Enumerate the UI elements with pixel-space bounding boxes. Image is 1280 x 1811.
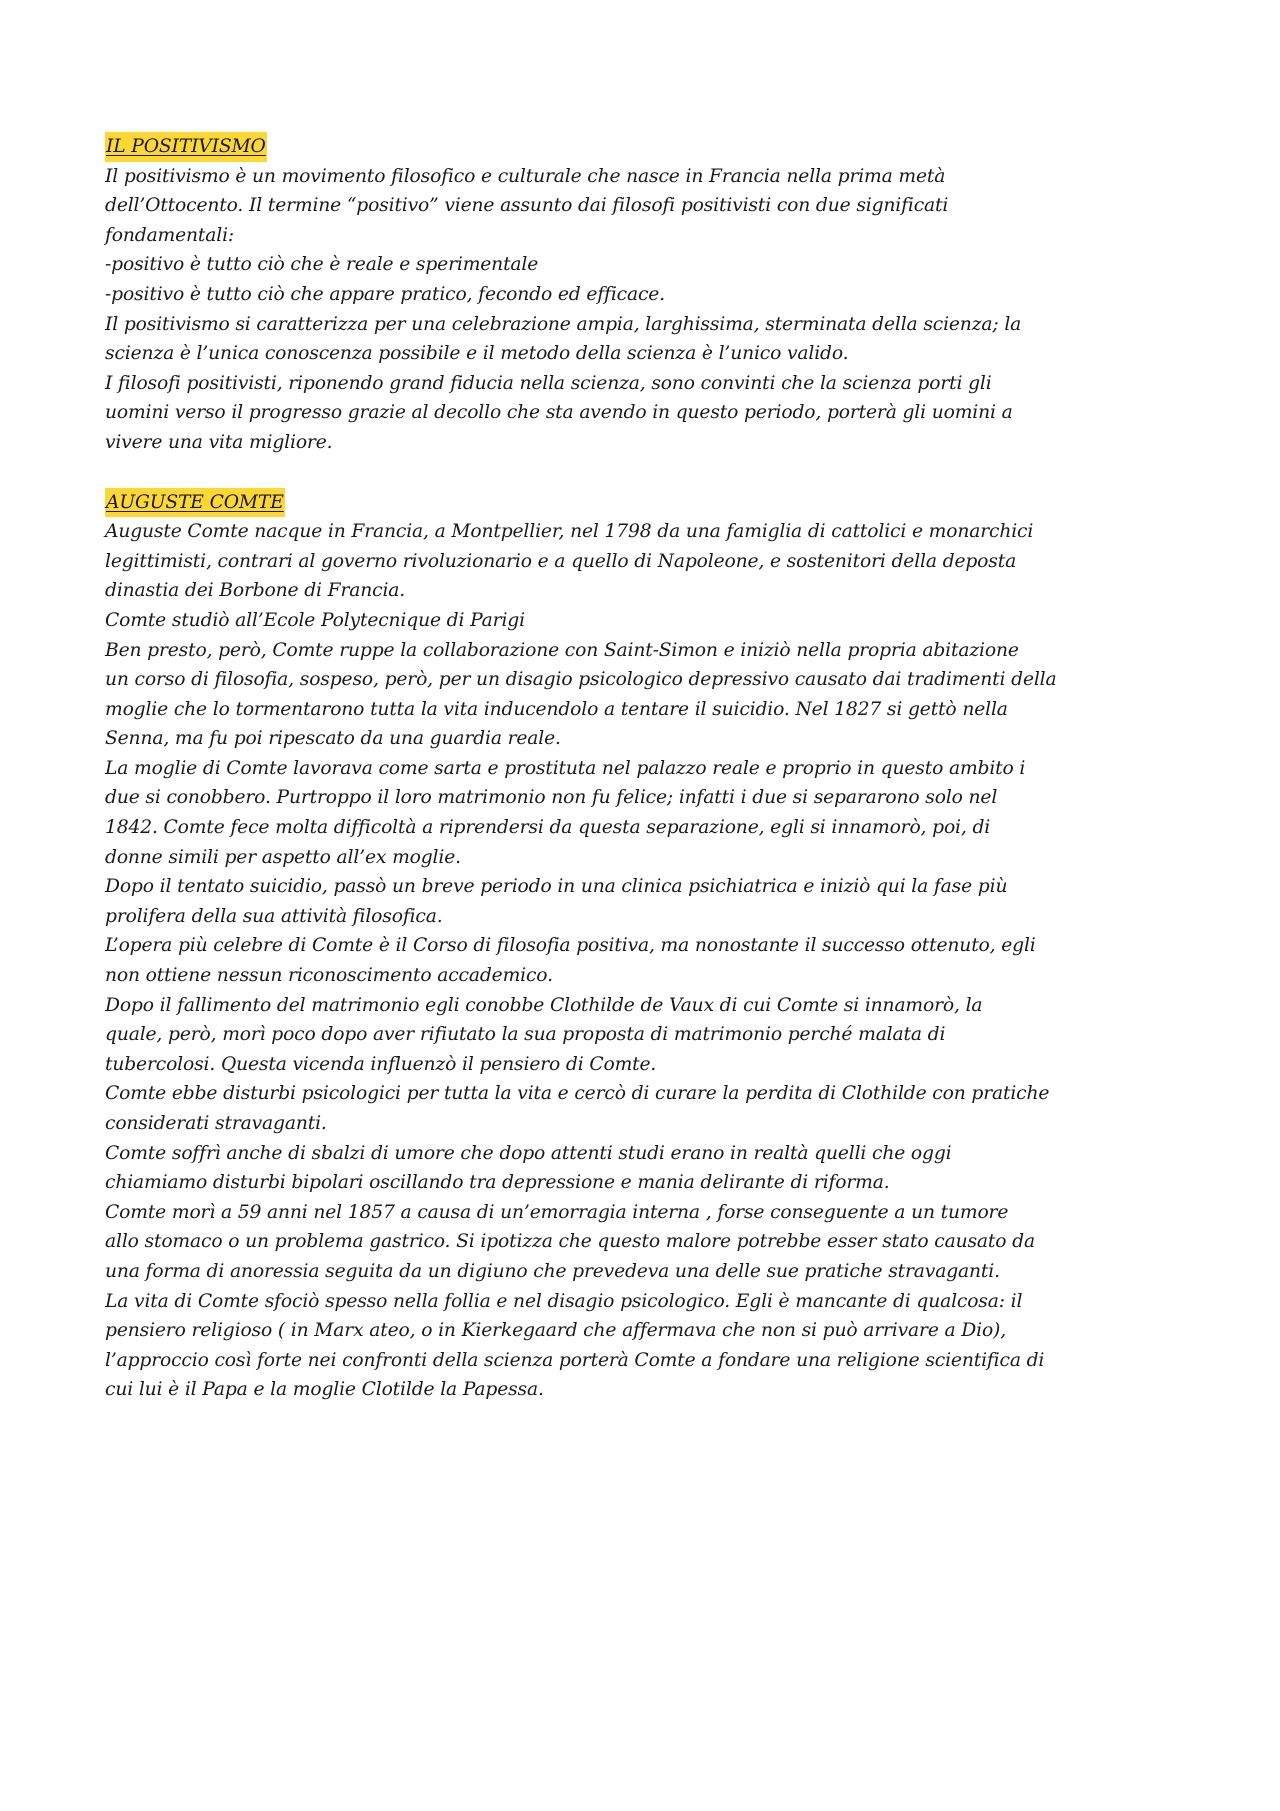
text-line: scienza è l’unica conoscenza possibile e il metodo della scienza è l’unico valido. bbox=[105, 343, 849, 365]
section-spacer bbox=[105, 458, 1005, 488]
section-heading: IL POSITIVISMO bbox=[105, 132, 267, 162]
section-heading-line bbox=[105, 488, 1005, 518]
text-line: fondamentali: bbox=[105, 224, 235, 246]
text-line: La vita di Comte sfociò spesso nella follia e nel disagio psicologico. Egli è mancante di qualcosa: il bbox=[105, 1290, 1023, 1312]
text-line: donne simili per aspetto all’ex moglie. bbox=[105, 846, 461, 868]
text-line: non ottiene nessun riconoscimento accademico. bbox=[105, 965, 553, 987]
text-line: cui lui è il Papa e la moglie Clotilde la Papessa. bbox=[105, 1379, 544, 1401]
text-line: I filosofi positivisti, riponendo grand fiducia nella scienza, sono convinti che la scienza porti gli bbox=[105, 372, 992, 394]
text-line: Dopo il tentato suicidio, passò un breve periodo in una clinica psichiatrica e iniziò qui la fase più bbox=[105, 876, 1008, 898]
text-line: Il positivismo è un movimento filosofico e culturale che nasce in Francia nella prima metà bbox=[105, 165, 946, 187]
text-line: chiamiamo disturbi bipolari oscillando tra depressione e mania delirante di riforma. bbox=[105, 1172, 890, 1194]
section-0 bbox=[105, 132, 1022, 458]
text-line: L’opera più celebre di Comte è il Corso di filosofia positiva, ma nonostante il successo ottenuto, egli bbox=[105, 935, 1036, 957]
text-line: pensiero religioso ( in Marx ateo, o in Kierkegaard che affermava che non si può arrivare a Dio), bbox=[105, 1320, 1006, 1342]
text-line: Auguste Comte nacque in Francia, a Montpellier, nel 1798 da una famiglia di cattolici e monarchici bbox=[105, 521, 1034, 543]
text-line: moglie che lo tormentarono tutta la vita inducendolo a tentare il suicidio. Nel 1827 si gettò nella bbox=[105, 698, 1008, 720]
text-line: Comte morì a 59 anni nel 1857 a causa di un’emorragia interna , forse conseguente a un tumore bbox=[105, 1201, 1009, 1223]
text-line: un corso di filosofia, sospeso, però, per un disagio psicologico depressivo causato dai tradimenti della bbox=[105, 669, 1057, 691]
text-line: Comte soffrì anche di sbalzi di umore che dopo attenti studi erano in realtà quelli che oggi bbox=[105, 1142, 952, 1164]
text-line: prolifera della sua attività filosofica. bbox=[105, 905, 443, 927]
section-heading: AUGUSTE COMTE bbox=[105, 488, 285, 518]
text-line: due si conobbero. Purtroppo il loro matrimonio non fu felice; infatti i due si separarono solo nel bbox=[105, 787, 998, 809]
text-line: una forma di anoressia seguita da un digiuno che prevedeva una delle sue pratiche stravaganti. bbox=[105, 1260, 1000, 1282]
text-line: La moglie di Comte lavorava come sarta e prostituta nel palazzo reale e proprio in questo ambito i bbox=[105, 757, 1026, 779]
text-line: Senna, ma fu poi ripescato da una guardia reale. bbox=[105, 728, 561, 750]
text-line: dell’Ottocento. Il termine “positivo” viene assunto dai filosofi positivisti con due significati bbox=[105, 195, 949, 217]
text-line: tubercolosi. Questa vicenda influenzò il pensiero di Comte. bbox=[105, 1053, 657, 1075]
text-line: -positivo è tutto ciò che appare pratico, fecondo ed efficace. bbox=[105, 283, 665, 305]
document-body bbox=[105, 132, 1057, 1405]
text-line: Ben presto, però, Comte ruppe la collaborazione con Saint-Simon e iniziò nella propria abitazione bbox=[105, 639, 1019, 661]
text-line: allo stomaco o un problema gastrico. Si ipotizza che questo malore potrebbe esser stato causato da bbox=[105, 1231, 1035, 1253]
text-line: legittimisti, contrari al governo rivoluzionario e a quello di Napoleone, e sostenitori della deposta bbox=[105, 550, 1017, 572]
text-line: quale, però, morì poco dopo aver rifiutato la sua proposta di matrimonio perché malata di bbox=[105, 1024, 946, 1046]
text-line: Comte studiò all’Ecole Polytecnique di Parigi bbox=[105, 609, 525, 631]
section-1 bbox=[105, 488, 1057, 1405]
text-line: -positivo è tutto ciò che è reale e sperimentale bbox=[105, 254, 539, 276]
text-line: uomini verso il progresso grazie al decollo che sta avendo in questo periodo, porterà gli uomini a bbox=[105, 402, 1013, 424]
document-page bbox=[105, 132, 1057, 1405]
text-line: Il positivismo si caratterizza per una celebrazione ampia, larghissima, sterminata della scienza; la bbox=[105, 313, 1022, 335]
text-line: Comte ebbe disturbi psicologici per tutta la vita e cercò di curare la perdita di Clothilde con pratiche bbox=[105, 1083, 1050, 1105]
text-line: vivere una vita migliore. bbox=[105, 431, 333, 453]
text-line: dinastia dei Borbone di Francia. bbox=[105, 580, 406, 602]
text-line: considerati stravaganti. bbox=[105, 1113, 327, 1134]
text-line: Dopo il fallimento del matrimonio egli conobbe Clothilde de Vaux di cui Comte si innamorò, la bbox=[105, 994, 983, 1016]
text-line: 1842. Comte fece molta difficoltà a riprendersi da questa separazione, egli si innamorò, poi, di bbox=[105, 817, 991, 839]
section-heading-line bbox=[105, 132, 1005, 162]
text-line: l’approccio così forte nei confronti della scienza porterà Comte a fondare una religione scientifica di bbox=[105, 1349, 1045, 1371]
